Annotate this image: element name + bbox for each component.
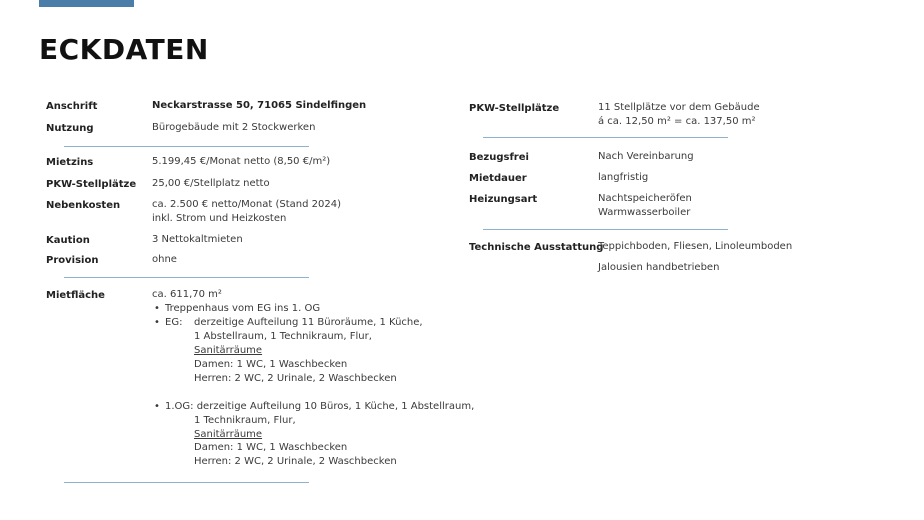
nebenkosten-label: Nebenkosten <box>46 200 121 211</box>
eg-label: EG: <box>165 317 183 328</box>
bullet-icon: • <box>154 303 160 314</box>
nebenkosten-line1: ca. 2.500 € netto/Monat (Stand 2024) <box>152 199 341 210</box>
mietflaeche-value: ca. 611,70 m² <box>152 289 222 300</box>
separator <box>64 277 309 278</box>
separator <box>64 146 309 147</box>
nebenkosten-line2: inkl. Strom und Heizkosten <box>152 213 287 224</box>
separator <box>64 482 309 483</box>
og-damen: Damen: 1 WC, 1 Waschbecken <box>194 442 348 453</box>
mietflaeche-label: Mietfläche <box>46 290 105 301</box>
eg-line2: 1 Abstellraum, 1 Technikraum, Flur, <box>194 331 372 342</box>
eg-line1: derzeitige Aufteilung 11 Büroräume, 1 Küche, <box>194 317 423 328</box>
eg-damen: Damen: 1 WC, 1 Waschbecken <box>194 359 348 370</box>
pkw-value: 25,00 €/Stellplatz netto <box>152 178 270 189</box>
bullet-icon: • <box>154 317 160 328</box>
mietzins-label: Mietzins <box>46 157 94 168</box>
heizung-line1: Nachtspeicheröfen <box>598 193 692 204</box>
separator <box>483 137 728 138</box>
bezugsfrei-value: Nach Vereinbarung <box>598 151 694 162</box>
eg-sanitaer: Sanitärräume <box>194 345 263 356</box>
anschrift-value: Neckarstrasse 50, 71065 Sindelfingen <box>152 100 367 111</box>
separator <box>483 229 728 230</box>
kaution-value: 3 Nettokaltmieten <box>152 234 243 245</box>
mietzins-value: 5.199,45 €/Monat netto (8,50 €/m²) <box>152 156 331 167</box>
technik-line2: Jalousien handbetrieben <box>598 262 720 273</box>
accent-bar <box>39 0 134 7</box>
provision-label: Provision <box>46 255 99 266</box>
pkw-right-line2: á ca. 12,50 m² = ca. 137,50 m² <box>598 116 756 127</box>
pkw-right-line1: 11 Stellplätze vor dem Gebäude <box>598 102 760 113</box>
bezugsfrei-label: Bezugsfrei <box>469 152 529 163</box>
provision-value: ohne <box>152 254 177 265</box>
heizung-line2: Warmwasserboiler <box>598 207 691 218</box>
pkw-right-label: PKW-Stellplätze <box>469 103 560 114</box>
anschrift-label: Anschrift <box>46 101 98 112</box>
og-sanitaer: Sanitärräume <box>194 429 263 440</box>
page-title: ECKDATEN <box>39 33 209 66</box>
technik-label: Technische Ausstattung <box>469 242 604 253</box>
pkw-label: PKW-Stellplätze <box>46 179 137 190</box>
bullet-icon: • <box>154 401 160 412</box>
heizung-label: Heizungsart <box>469 194 538 205</box>
kaution-label: Kaution <box>46 235 90 246</box>
nutzung-label: Nutzung <box>46 123 94 134</box>
og-herren: Herren: 2 WC, 2 Urinale, 2 Waschbecken <box>194 456 397 467</box>
eg-herren: Herren: 2 WC, 2 Urinale, 2 Waschbecken <box>194 373 397 384</box>
og-line2: 1 Technikraum, Flur, <box>194 415 296 426</box>
nutzung-value: Bürogebäude mit 2 Stockwerken <box>152 122 316 133</box>
technik-line1: Teppichboden, Fliesen, Linoleumboden <box>598 241 793 252</box>
og-line1: 1.OG: derzeitige Aufteilung 10 Büros, 1 Küche, 1 Abstellraum, <box>165 401 475 412</box>
bullet-treppe: Treppenhaus vom EG ins 1. OG <box>165 303 321 314</box>
mietdauer-value: langfristig <box>598 172 649 183</box>
mietdauer-label: Mietdauer <box>469 173 527 184</box>
